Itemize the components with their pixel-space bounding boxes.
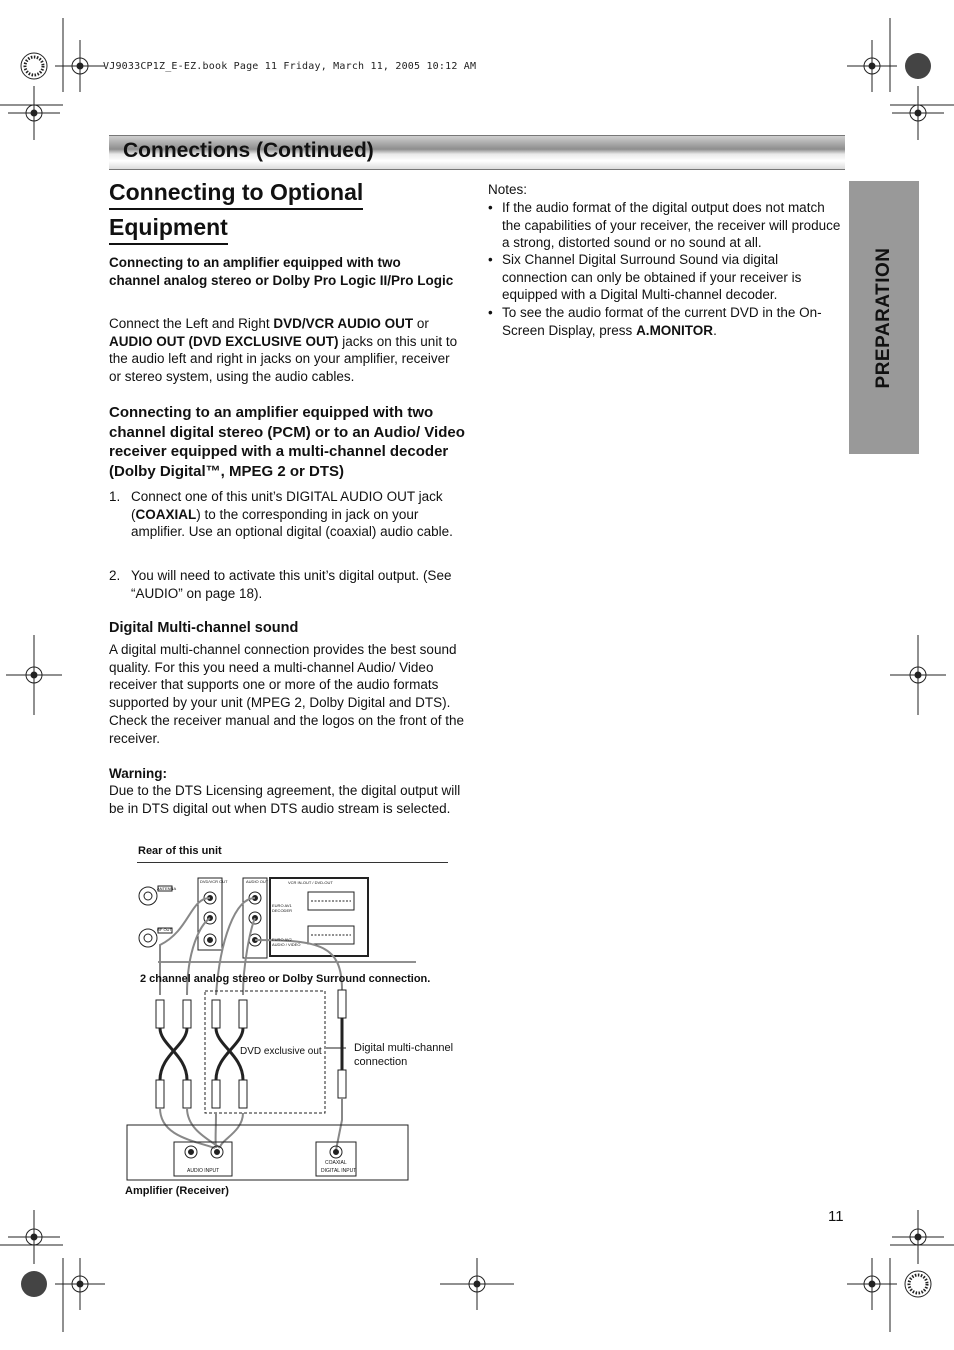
side-tab-label: PREPARATION [873, 247, 894, 388]
analog-text: Connect the Left and Right DVD/VCR AUDIO OUT or AUDIO OUT (DVD EXCLUSIVE OUT) jacks on this unit to the audio left and right in jacks on your amplifier, receiver or stereo system, using the audio cables. [109, 316, 458, 385]
digital-connection-label-1: Digital multi-channel [354, 1042, 454, 1054]
section-title-line1: Connecting to Optional [109, 176, 363, 210]
page-header-title: Connections (Continued) [123, 139, 374, 162]
list-item: • To see the audio format of the current DVD in the On-Screen Display, press A.MONITOR. [488, 305, 822, 338]
rear-label: Rear of this unit [138, 845, 222, 857]
side-tab [849, 181, 919, 454]
divider [137, 862, 448, 863]
digital-input-label: DIGITAL INPUT [321, 1168, 357, 1174]
warning-text: Due to the DTS Licensing agreement, the digital output will be in DTS digital out when DTS audio stream is selected. [109, 783, 461, 816]
antenna-label: ANTENNA [157, 886, 177, 891]
dvd-exclusive-label: DVD exclusive out [240, 1046, 322, 1057]
section-title [109, 175, 363, 245]
audio-out-label: AUDIO OUT [246, 879, 269, 884]
connection-diagram [120, 870, 480, 1190]
vcr-in-out-label: VCR IN-OUT / DVD-OUT [288, 880, 333, 885]
page-number: 11 [828, 1208, 844, 1225]
digital-connection-label-2: connection [354, 1056, 408, 1068]
list-item: • If the audio format of the digital output does not match the capabilities of your receiver, the receiver will produce a strong, distorted sound or no sound at all. [488, 200, 841, 251]
section-title-line2: Equipment [109, 211, 228, 245]
list-item: • Six Channel Digital Surround Sound via digital connection can only be obtained if your receiver is equipped with a Digital Multi-channel decoder. [488, 252, 802, 303]
coaxial-label: COAXIAL [325, 1160, 347, 1166]
warning-label: Warning: [109, 766, 167, 781]
euro-av2-label: EURO AV2 AUDIO / VIDEO [272, 937, 301, 947]
dvd-vcr-out-label: DVD/VCR OUT [200, 879, 228, 884]
list-item: 2. You will need to activate this unit’s digital output. (See “AUDIO” on page 18). [109, 568, 452, 601]
digital-heading: Connecting to an amplifier equipped with two channel digital stereo (PCM) or to an Audio/ Video receiver equipped with a multi-channel decoder (Dolby Digital™, MPEG 2 or DTS) [109, 404, 465, 480]
audio-input-label: AUDIO INPUT [187, 1168, 220, 1174]
amplifier-label: Amplifier (Receiver) [125, 1185, 229, 1197]
list-item: 1. Connect one of this unit’s DIGITAL AUDIO OUT jack (COAXIAL) to the corresponding in jack on your amplifier. Use an optional digital (coaxial) audio cable. [109, 489, 453, 540]
multichannel-text: A digital multi-channel connection provides the best sound quality. For this you need a multi-channel Audio/ Video receiver that supports one or more of the audio formats supported by your unit (MPEG 2, Dolby Digital and DTS). Check the receiver manual and the logos on the front of the receiver. [109, 642, 464, 746]
analog-connection-label: 2 channel analog stereo or Dolby Surround connection. [140, 973, 431, 985]
page-header-banner [109, 135, 845, 170]
file-info: VJ9033CP1Z_E-EZ.book Page 11 Friday, March 11, 2005 10:12 AM [103, 61, 477, 72]
analog-heading: Connecting to an amplifier equipped with two channel analog stereo or Dolby Pro Logic II/Pro Logic [109, 255, 454, 288]
euro-av1-label: EURO AV1 DECODER [272, 903, 293, 913]
multichannel-heading: Digital Multi-channel sound [109, 620, 299, 636]
notes-label: Notes: [488, 182, 528, 197]
rf-out-label: RF OUT [157, 927, 172, 932]
